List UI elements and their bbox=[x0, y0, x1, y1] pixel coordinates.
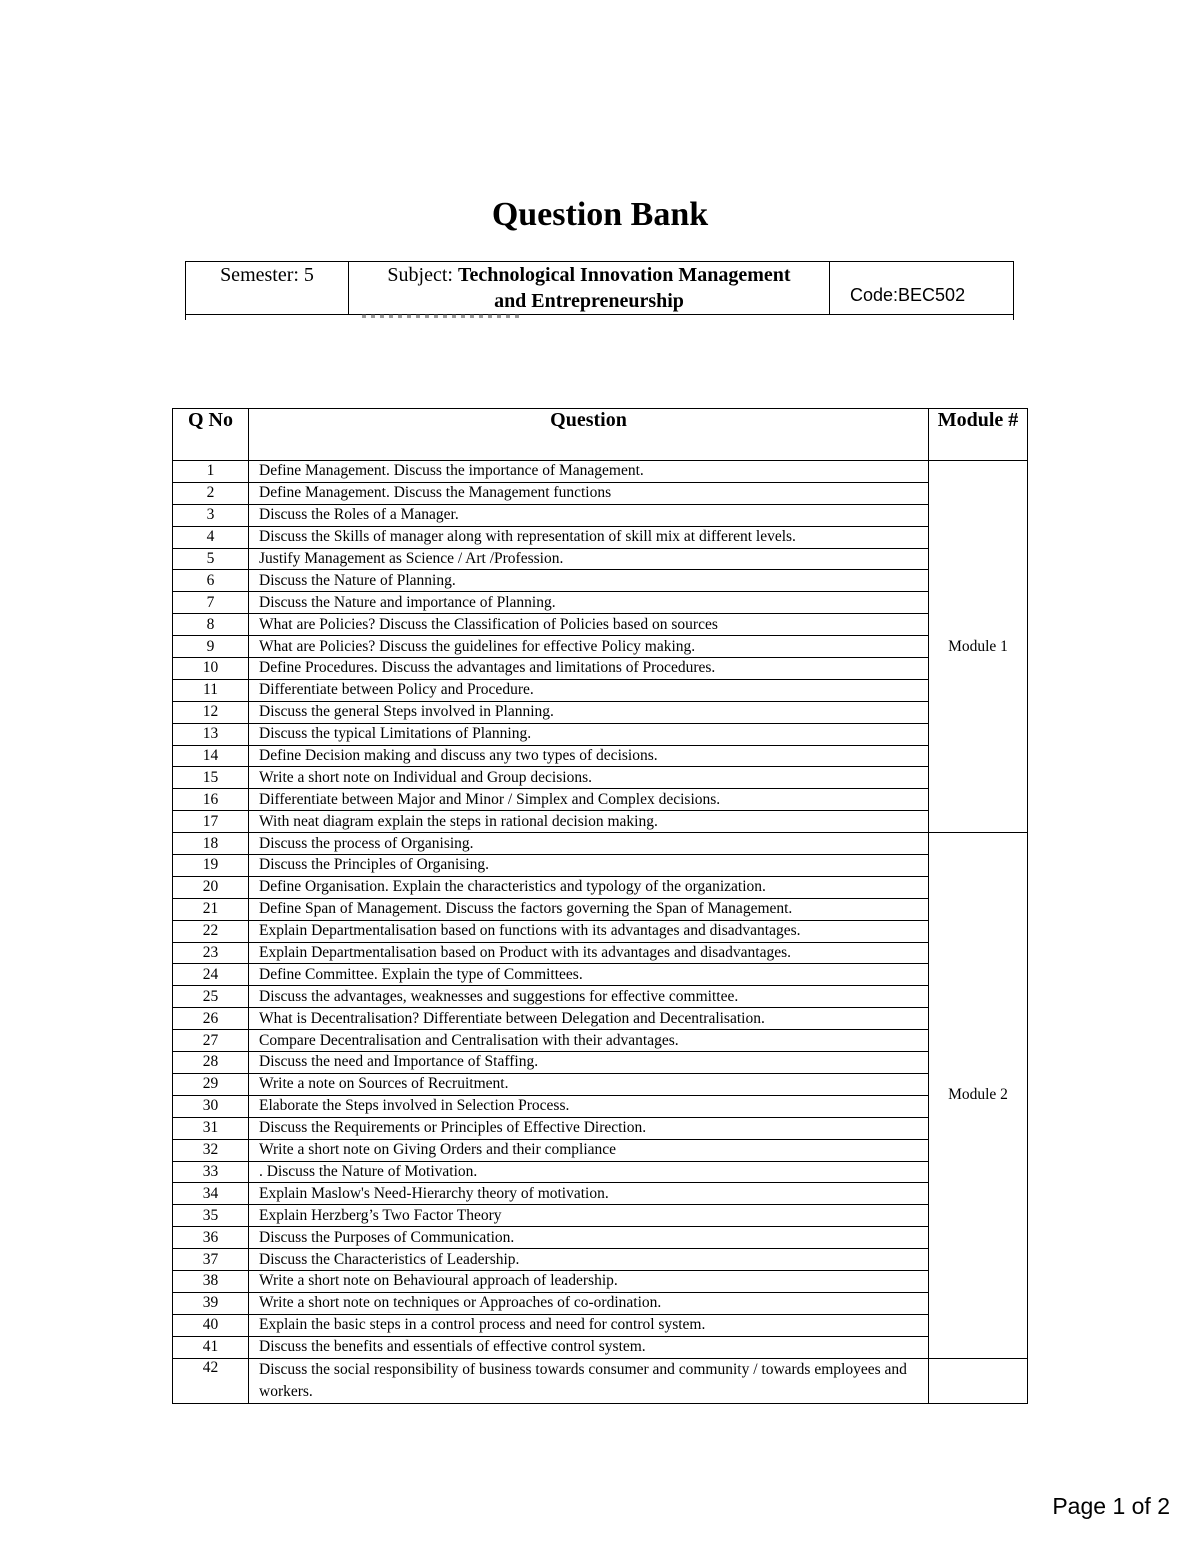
question-number: 26 bbox=[173, 1008, 249, 1030]
table-row bbox=[173, 964, 1028, 986]
question-number: 10 bbox=[173, 658, 249, 680]
question-number: 16 bbox=[173, 789, 249, 811]
question-text: Write a short note on Behavioural approach of leadership. bbox=[249, 1270, 929, 1292]
table-row bbox=[173, 701, 1028, 723]
question-text: Discuss the Roles of a Manager. bbox=[249, 504, 929, 526]
header-module: Module # bbox=[929, 409, 1028, 461]
question-text: Discuss the typical Limitations of Planning. bbox=[249, 723, 929, 745]
question-number: 24 bbox=[173, 964, 249, 986]
table-row bbox=[173, 548, 1028, 570]
question-number: 20 bbox=[173, 876, 249, 898]
table-row bbox=[173, 526, 1028, 548]
question-text: What are Policies? Discuss the guidelines for effective Policy making. bbox=[249, 636, 929, 658]
table-row bbox=[173, 767, 1028, 789]
table-row bbox=[173, 1030, 1028, 1052]
table-row bbox=[173, 1292, 1028, 1314]
question-number: 22 bbox=[173, 920, 249, 942]
question-text: Write a short note on techniques or Approaches of co-ordination. bbox=[249, 1292, 929, 1314]
question-text: What is Decentralisation? Differentiate between Delegation and Decentralisation. bbox=[249, 1008, 929, 1030]
table-row bbox=[173, 942, 1028, 964]
question-text: Explain the basic steps in a control process and need for control system. bbox=[249, 1314, 929, 1336]
question-number: 12 bbox=[173, 701, 249, 723]
table-row bbox=[173, 592, 1028, 614]
question-number: 38 bbox=[173, 1270, 249, 1292]
question-number: 5 bbox=[173, 548, 249, 570]
question-text: Discuss the process of Organising. bbox=[249, 833, 929, 855]
question-text: Discuss the social responsibility of business towards consumer and community / towards employees and workers. bbox=[249, 1358, 929, 1403]
question-number: 33 bbox=[173, 1161, 249, 1183]
question-text: . Discuss the Nature of Motivation. bbox=[249, 1161, 929, 1183]
question-number: 19 bbox=[173, 855, 249, 877]
question-text: Compare Decentralisation and Centralisation with their advantages. bbox=[249, 1030, 929, 1052]
table-row bbox=[173, 504, 1028, 526]
question-number: 36 bbox=[173, 1227, 249, 1249]
question-number: 31 bbox=[173, 1117, 249, 1139]
question-number: 15 bbox=[173, 767, 249, 789]
table-row bbox=[173, 461, 1028, 483]
subject-cell bbox=[349, 262, 830, 315]
table-row bbox=[173, 1073, 1028, 1095]
module-cell bbox=[929, 1358, 1028, 1403]
table-row bbox=[173, 898, 1028, 920]
question-text: Explain Departmentalisation based on Product with its advantages and disadvantages. bbox=[249, 942, 929, 964]
question-text: With neat diagram explain the steps in rational decision making. bbox=[249, 811, 929, 833]
table-row bbox=[173, 789, 1028, 811]
question-text: Define Procedures. Discuss the advantages and limitations of Procedures. bbox=[249, 658, 929, 680]
table-row bbox=[173, 920, 1028, 942]
question-text: Justify Management as Science / Art /Profession. bbox=[249, 548, 929, 570]
question-text: Define Management. Discuss the Management functions bbox=[249, 482, 929, 504]
question-text: Explain Maslow's Need-Hierarchy theory of motivation. bbox=[249, 1183, 929, 1205]
code-cell: Code:BEC502 bbox=[830, 262, 1014, 315]
table-row bbox=[173, 811, 1028, 833]
question-number: 41 bbox=[173, 1336, 249, 1358]
question-text: Explain Herzberg’s Two Factor Theory bbox=[249, 1205, 929, 1227]
question-text: Elaborate the Steps involved in Selection Process. bbox=[249, 1095, 929, 1117]
table-row bbox=[173, 1336, 1028, 1358]
question-text: Discuss the Nature of Planning. bbox=[249, 570, 929, 592]
table-row bbox=[173, 1270, 1028, 1292]
question-text: Discuss the Skills of manager along with representation of skill mix at different levels. bbox=[249, 526, 929, 548]
question-number: 8 bbox=[173, 614, 249, 636]
question-number: 21 bbox=[173, 898, 249, 920]
question-text: Define Decision making and discuss any two types of decisions. bbox=[249, 745, 929, 767]
question-text: Discuss the Principles of Organising. bbox=[249, 855, 929, 877]
subject-name-line1: Technological Innovation Management bbox=[457, 264, 791, 286]
question-number: 17 bbox=[173, 811, 249, 833]
question-text: Discuss the advantages, weaknesses and suggestions for effective committee. bbox=[249, 986, 929, 1008]
question-table-header-row bbox=[173, 409, 1028, 461]
table-row bbox=[173, 1117, 1028, 1139]
question-text: Define Management. Discuss the importance of Management. bbox=[249, 461, 929, 483]
question-number: 4 bbox=[173, 526, 249, 548]
question-number: 9 bbox=[173, 636, 249, 658]
table-row bbox=[173, 1161, 1028, 1183]
question-number: 40 bbox=[173, 1314, 249, 1336]
table-row bbox=[173, 855, 1028, 877]
table-row bbox=[173, 723, 1028, 745]
question-number: 29 bbox=[173, 1073, 249, 1095]
table-row bbox=[173, 745, 1028, 767]
table-row bbox=[173, 1227, 1028, 1249]
table-row bbox=[173, 1314, 1028, 1336]
page-title: Question Bank bbox=[491, 196, 709, 233]
clipped-text-fragment bbox=[362, 314, 522, 318]
question-text: What are Policies? Discuss the Classification of Policies based on sources bbox=[249, 614, 929, 636]
table-row bbox=[173, 1052, 1028, 1074]
question-number: 23 bbox=[173, 942, 249, 964]
table-row bbox=[173, 1008, 1028, 1030]
question-number: 7 bbox=[173, 592, 249, 614]
table-row bbox=[173, 658, 1028, 680]
question-number: 2 bbox=[173, 482, 249, 504]
question-number: 11 bbox=[173, 679, 249, 701]
question-table bbox=[172, 408, 1028, 1404]
table-row bbox=[173, 1183, 1028, 1205]
table-row bbox=[173, 679, 1028, 701]
question-text: Explain Departmentalisation based on functions with its advantages and disadvantages. bbox=[249, 920, 929, 942]
question-text: Write a short note on Individual and Group decisions. bbox=[249, 767, 929, 789]
page-number: Page 1 of 2 bbox=[1052, 1493, 1170, 1519]
header-qno: Q No bbox=[173, 409, 249, 461]
module-cell: Module 2 bbox=[929, 833, 1028, 1358]
question-number: 13 bbox=[173, 723, 249, 745]
table-row bbox=[173, 570, 1028, 592]
question-number: 25 bbox=[173, 986, 249, 1008]
question-text: Discuss the Purposes of Communication. bbox=[249, 1227, 929, 1249]
question-text: Define Committee. Explain the type of Committees. bbox=[249, 964, 929, 986]
table-row bbox=[173, 1095, 1028, 1117]
table-row bbox=[173, 1358, 1028, 1403]
question-number: 27 bbox=[173, 1030, 249, 1052]
question-text: Differentiate between Policy and Procedure. bbox=[249, 679, 929, 701]
semester-cell: Semester: 5 bbox=[186, 262, 349, 315]
question-text: Discuss the Requirements or Principles of Effective Direction. bbox=[249, 1117, 929, 1139]
question-number: 6 bbox=[173, 570, 249, 592]
question-number: 1 bbox=[173, 461, 249, 483]
question-text: Discuss the Nature and importance of Planning. bbox=[249, 592, 929, 614]
header-table-cut-edge bbox=[185, 314, 1014, 320]
question-text: Write a short note on Giving Orders and their compliance bbox=[249, 1139, 929, 1161]
question-number: 32 bbox=[173, 1139, 249, 1161]
table-row bbox=[173, 986, 1028, 1008]
question-text: Define Span of Management. Discuss the factors governing the Span of Management. bbox=[249, 898, 929, 920]
question-text: Differentiate between Major and Minor / Simplex and Complex decisions. bbox=[249, 789, 929, 811]
question-number: 35 bbox=[173, 1205, 249, 1227]
course-header-table bbox=[185, 261, 1014, 315]
table-row bbox=[173, 636, 1028, 658]
question-number: 34 bbox=[173, 1183, 249, 1205]
question-text: Discuss the Characteristics of Leadership. bbox=[249, 1249, 929, 1271]
table-row bbox=[173, 482, 1028, 504]
subject-label: Subject: bbox=[387, 264, 453, 286]
module-cell: Module 1 bbox=[929, 461, 1028, 833]
table-row bbox=[173, 614, 1028, 636]
question-text: Discuss the benefits and essentials of effective control system. bbox=[249, 1336, 929, 1358]
table-row bbox=[173, 876, 1028, 898]
table-row bbox=[173, 833, 1028, 855]
subject-name-line2: and Entrepreneurship bbox=[494, 290, 684, 312]
question-number: 14 bbox=[173, 745, 249, 767]
table-row bbox=[173, 1249, 1028, 1271]
question-number: 3 bbox=[173, 504, 249, 526]
table-row bbox=[173, 1205, 1028, 1227]
header-question: Question bbox=[249, 409, 929, 461]
question-number: 42 bbox=[173, 1358, 249, 1403]
question-number: 37 bbox=[173, 1249, 249, 1271]
question-table-body bbox=[173, 461, 1028, 1404]
question-number: 28 bbox=[173, 1052, 249, 1074]
question-text: Discuss the general Steps involved in Planning. bbox=[249, 701, 929, 723]
question-number: 30 bbox=[173, 1095, 249, 1117]
question-text: Discuss the need and Importance of Staffing. bbox=[249, 1052, 929, 1074]
table-row bbox=[173, 1139, 1028, 1161]
question-text: Write a note on Sources of Recruitment. bbox=[249, 1073, 929, 1095]
question-number: 39 bbox=[173, 1292, 249, 1314]
question-text: Define Organisation. Explain the characteristics and typology of the organization. bbox=[249, 876, 929, 898]
question-number: 18 bbox=[173, 833, 249, 855]
